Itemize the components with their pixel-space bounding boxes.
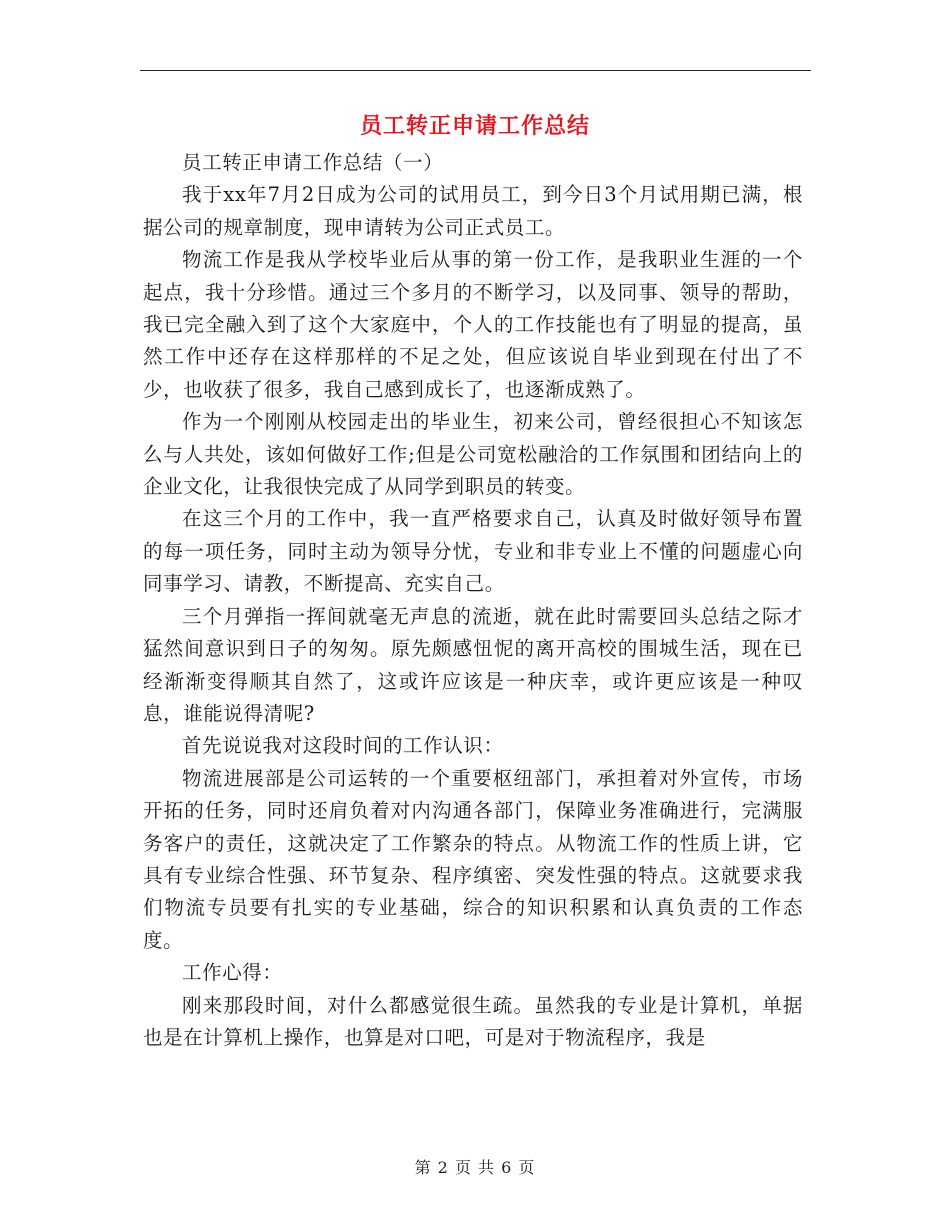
paragraph: 刚来那段时间，对什么都感觉很生疏。虽然我的专业是计算机，单据也是在计算机上操作，也算是对口吧，可是对于物流程序，我是 xyxy=(143,993,803,1049)
paragraph: 三个月弹指一挥间就毫无声息的流逝，就在此时需要回头总结之际才猛然间意识到日子的匆匆。原先颇感忸怩的离开高校的围城生活，现在已经渐渐变得顺其自然了，这或许应该是一种庆幸，或许更应该是一种叹息，谁能说得清呢? xyxy=(143,604,803,725)
paragraph: 物流进展部是公司运转的一个重要枢纽部门，承担着对外宣传，市场开拓的任务，同时还肩负着对内沟通各部门，保障业务准确进行，完满服务客户的责任，这就决定了工作繁杂的特点。从物流工作的性质上讲，它具有专业综合性强、环节复杂、程序缜密、突发性强的特点。这就要求我们物流专员要有扎实的专业基础，综合的知识积累和认真负责的工作态度。 xyxy=(143,766,803,952)
paragraph-heading: 首先说说我对这段时间的工作认识： xyxy=(182,734,504,758)
paragraph: 作为一个刚刚从校园走出的毕业生，初来公司，曾经很担心不知该怎么与人共处，该如何做好工作;但是公司宽松融洽的工作氛围和团结向上的企业文化，让我很快完成了从同学到职员的转变。 xyxy=(143,410,803,499)
paragraph: 物流工作是我从学校毕业后从事的第一份工作，是我职业生涯的一个起点，我十分珍惜。通过三个多月的不断学习，以及同事、领导的帮助，我已完全融入到了这个大家庭中，个人的工作技能也有了明显的提高，虽然工作中还存在这样那样的不足之处，但应该说自毕业到现在付出了不少，也收获了很多，我自己感到成长了，也逐渐成熟了。 xyxy=(143,248,803,401)
paragraph: 在这三个月的工作中，我一直严格要求自己，认真及时做好领导布置的每一项任务，同时主动为领导分忧，专业和非专业上不懂的问题虚心向同事学习、请教，不断提高、充实自己。 xyxy=(143,507,803,596)
page-number-footer: 第 2 页 共 6 页 xyxy=(414,1158,536,1177)
document-body xyxy=(143,147,803,1054)
paragraph-subtitle: 员工转正申请工作总结（一） xyxy=(182,151,444,174)
paragraph: 我于xx年7月2日成为公司的试用员工，到今日3个月试用期已满，根据公司的规章制度，现申请转为公司正式员工。 xyxy=(143,183,803,239)
header-rule xyxy=(140,70,811,71)
paragraph-heading: 工作心得： xyxy=(182,961,283,985)
document-title: 员工转正申请工作总结 xyxy=(359,113,590,139)
